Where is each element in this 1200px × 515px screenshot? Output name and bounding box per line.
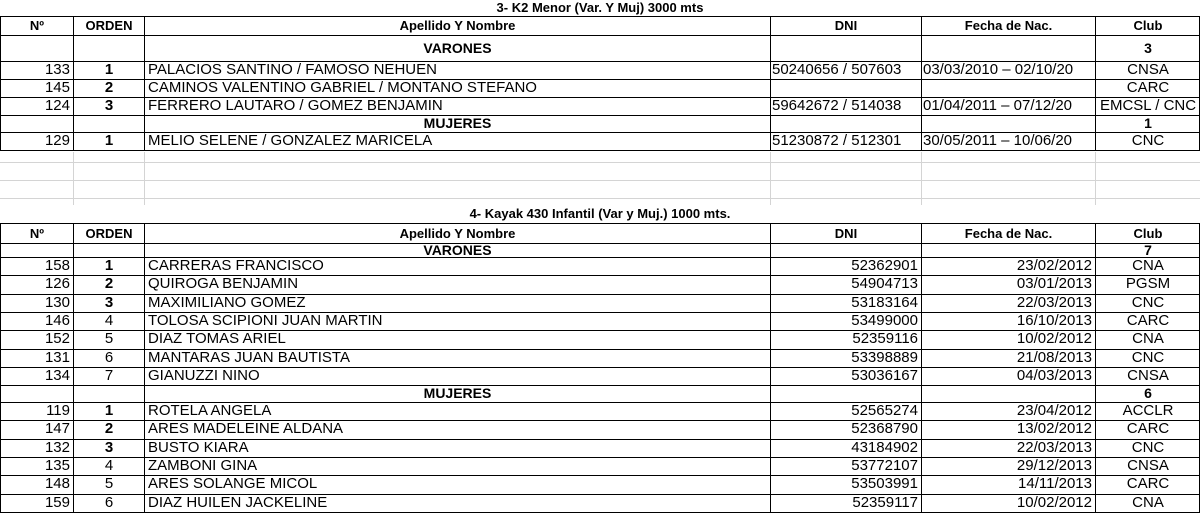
column-border: [1095, 16, 1096, 151]
entry-birthdate: 23/04/2012: [1016, 402, 1092, 420]
entry-name: ROTELA ANGELA: [148, 402, 272, 420]
entry-order: 3: [104, 438, 114, 456]
column-border: [73, 223, 74, 513]
entry-order: 1: [104, 402, 114, 420]
column-header-nombre: Apellido Y Nombre: [399, 18, 516, 33]
entry-order: 1: [104, 61, 114, 78]
entry-number: 119: [46, 402, 70, 420]
entry-order: 2: [104, 275, 114, 293]
entry-order: 6: [104, 493, 114, 511]
entry-birthdate: 22/03/2013: [1016, 438, 1092, 456]
entry-number: 131: [44, 348, 70, 366]
entry-number: 145: [44, 79, 70, 96]
entry-club: CNSA: [1127, 61, 1169, 78]
section-label-varones: VARONES: [423, 243, 492, 257]
entry-club: CARC: [1126, 475, 1170, 493]
entry-order: 7: [104, 366, 114, 384]
entry-name: DIAZ HUILEN JACKELINE: [148, 493, 328, 511]
entry-order: 5: [104, 330, 114, 348]
entry-birthdate: 16/10/2013: [1016, 311, 1092, 329]
entry-club: CNSA: [1127, 366, 1169, 384]
entry-club: CNC: [1131, 293, 1165, 311]
entry-dni: 53036167: [851, 366, 918, 384]
entry-order: 4: [104, 457, 114, 474]
entry-club: CNC: [1131, 348, 1165, 366]
entry-dni: 59642672 / 514038: [772, 97, 902, 114]
race-title: 3- K2 Menor (Var. Y Muj) 3000 mts: [496, 0, 704, 15]
entry-name: MAXIMILIANO GOMEZ: [148, 293, 306, 311]
entry-club: CARC: [1126, 420, 1170, 438]
column-border: [921, 16, 922, 151]
entry-club: CNA: [1132, 493, 1164, 511]
entry-name: ARES MADELEINE ALDANA: [148, 420, 344, 438]
entry-name: DIAZ TOMAS ARIEL: [148, 330, 286, 348]
column-header-num: Nº: [29, 18, 45, 33]
entry-dni: 43184902: [851, 438, 918, 456]
entry-birthdate: 14/11/2013: [1018, 475, 1092, 493]
entry-number: 152: [44, 330, 70, 348]
column-header-fecha: Fecha de Nac.: [964, 226, 1053, 241]
entry-dni: 54904713: [851, 275, 918, 293]
entry-number: 124: [44, 97, 70, 114]
entry-order: 2: [104, 420, 114, 438]
column-header-orden: ORDEN: [85, 226, 133, 241]
entry-dni: 51230872 / 512301: [772, 132, 902, 149]
entry-dni: 52359116: [852, 330, 918, 348]
entry-club: CARC: [1126, 79, 1170, 96]
entry-birthdate: 03/03/2010 – 02/10/20: [923, 61, 1074, 78]
entry-birthdate: 22/03/2013: [1016, 293, 1092, 311]
section-label-varones: VARONES: [423, 40, 492, 56]
column-border: [770, 16, 771, 151]
entry-name: ZAMBONI GINA: [148, 457, 258, 474]
column-header-club: Club: [1133, 226, 1163, 241]
column-border: [921, 223, 922, 513]
entry-number: 126: [44, 275, 70, 293]
row-border: [0, 150, 1200, 151]
entry-number: 132: [44, 438, 70, 456]
row-border: [0, 512, 1200, 513]
column-border: [770, 223, 771, 513]
entry-dni: 52362901: [851, 257, 918, 274]
entry-dni: 53398889: [851, 348, 918, 366]
entry-name: QUIROGA BENJAMIN: [148, 275, 299, 293]
entry-number: 147: [44, 420, 70, 438]
entry-birthdate: 23/02/2012: [1016, 257, 1092, 274]
entry-number: 158: [44, 257, 70, 274]
entry-name: ARES SOLANGE MICOL: [148, 475, 318, 493]
sheet-gridline: [0, 162, 1200, 163]
entry-dni: [772, 79, 921, 97]
entry-birthdate: 10/02/2012: [1016, 493, 1092, 511]
column-border: [1095, 223, 1096, 513]
column-header-fecha: Fecha de Nac.: [964, 18, 1053, 33]
entry-dni: 52359117: [852, 493, 918, 511]
entry-order: 4: [104, 311, 114, 329]
entry-birthdate: 13/02/2012: [1016, 420, 1092, 438]
entry-name: CARRERAS FRANCISCO: [148, 257, 324, 274]
entry-name: FERRERO LAUTARO / GOMEZ BENJAMIN: [148, 97, 443, 114]
race-title: 4- Kayak 430 Infantil (Var y Muj.) 1000 mts.: [469, 206, 731, 221]
entry-club: CARC: [1126, 311, 1170, 329]
entry-order: 5: [104, 475, 114, 493]
entry-number: 148: [44, 475, 70, 493]
entry-club: PGSM: [1125, 275, 1171, 293]
column-border: [0, 16, 1, 151]
column-header-club: Club: [1133, 18, 1163, 33]
entry-name: GIANUZZI NINO: [148, 366, 260, 384]
entry-order: 3: [104, 293, 114, 311]
entry-birthdate: 01/04/2011 – 07/12/20: [923, 97, 1073, 114]
sheet-gridline: [0, 180, 1200, 181]
entry-name: BUSTO KIARA: [148, 438, 249, 456]
section-count: 1: [1144, 115, 1152, 131]
entry-birthdate: 03/01/2013: [1016, 275, 1092, 293]
column-border: [144, 223, 145, 513]
entry-number: 133: [44, 61, 70, 78]
entry-birthdate: [923, 79, 1095, 97]
column-header-dni: DNI: [834, 18, 858, 33]
entry-birthdate: 29/12/2013: [1016, 457, 1092, 474]
entry-club: ACCLR: [1122, 402, 1174, 420]
sheet-gridline: [0, 198, 1200, 199]
section-label-mujeres: MUJERES: [423, 115, 492, 131]
entry-order: 3: [104, 97, 114, 114]
entry-birthdate: 04/03/2013: [1016, 366, 1092, 384]
entry-dni: 50240656 / 507603: [772, 61, 902, 78]
entry-number: 130: [44, 293, 70, 311]
entry-club: CNC: [1131, 438, 1165, 456]
column-border: [144, 16, 145, 151]
column-border: [0, 223, 1, 513]
entry-name: MELIO SELENE / GONZALEZ MARICELA: [148, 132, 433, 149]
section-label-mujeres: MUJERES: [423, 385, 492, 402]
entry-dni: 52565274: [851, 402, 918, 420]
column-header-orden: ORDEN: [85, 18, 133, 33]
entry-number: 159: [44, 493, 70, 511]
column-header-num: Nº: [29, 226, 45, 241]
entry-club: CNSA: [1127, 457, 1169, 474]
entry-club: CNA: [1132, 257, 1164, 274]
entry-dni: 53772107: [851, 457, 918, 474]
entry-number: 135: [44, 457, 70, 474]
column-border: [73, 16, 74, 151]
entry-order: 1: [104, 132, 114, 149]
entry-number: 146: [44, 311, 70, 329]
entry-number: 129: [44, 132, 70, 149]
entry-club: CNC: [1131, 132, 1165, 149]
entry-dni: 53499000: [851, 311, 918, 329]
entry-order: 1: [104, 257, 114, 274]
entry-number: 134: [44, 366, 70, 384]
entry-birthdate: 10/02/2012: [1016, 330, 1092, 348]
entry-birthdate: 30/05/2011 – 10/06/20: [923, 132, 1073, 149]
entry-name: CAMINOS VALENTINO GABRIEL / MONTANO STEFANO: [148, 79, 537, 96]
entry-dni: 52368790: [851, 420, 918, 438]
entry-order: 6: [104, 348, 114, 366]
entry-name: TOLOSA SCIPIONI JUAN MARTIN: [148, 311, 383, 329]
entry-name: PALACIOS SANTINO / FAMOSO NEHUEN: [148, 61, 437, 78]
column-header-dni: DNI: [834, 226, 858, 241]
section-count: 7: [1144, 243, 1152, 257]
entry-name: MANTARAS JUAN BAUTISTA: [148, 348, 350, 366]
entry-club: CNA: [1132, 330, 1164, 348]
entry-dni: 53503991: [851, 475, 918, 493]
entry-order: 2: [104, 79, 114, 96]
section-count: 6: [1144, 385, 1152, 402]
column-header-nombre: Apellido Y Nombre: [399, 226, 516, 241]
entry-dni: 53183164: [851, 293, 918, 311]
entry-club: EMCSL / CNC: [1099, 97, 1197, 114]
entry-birthdate: 21/08/2013: [1016, 348, 1092, 366]
section-count: 3: [1144, 40, 1152, 56]
